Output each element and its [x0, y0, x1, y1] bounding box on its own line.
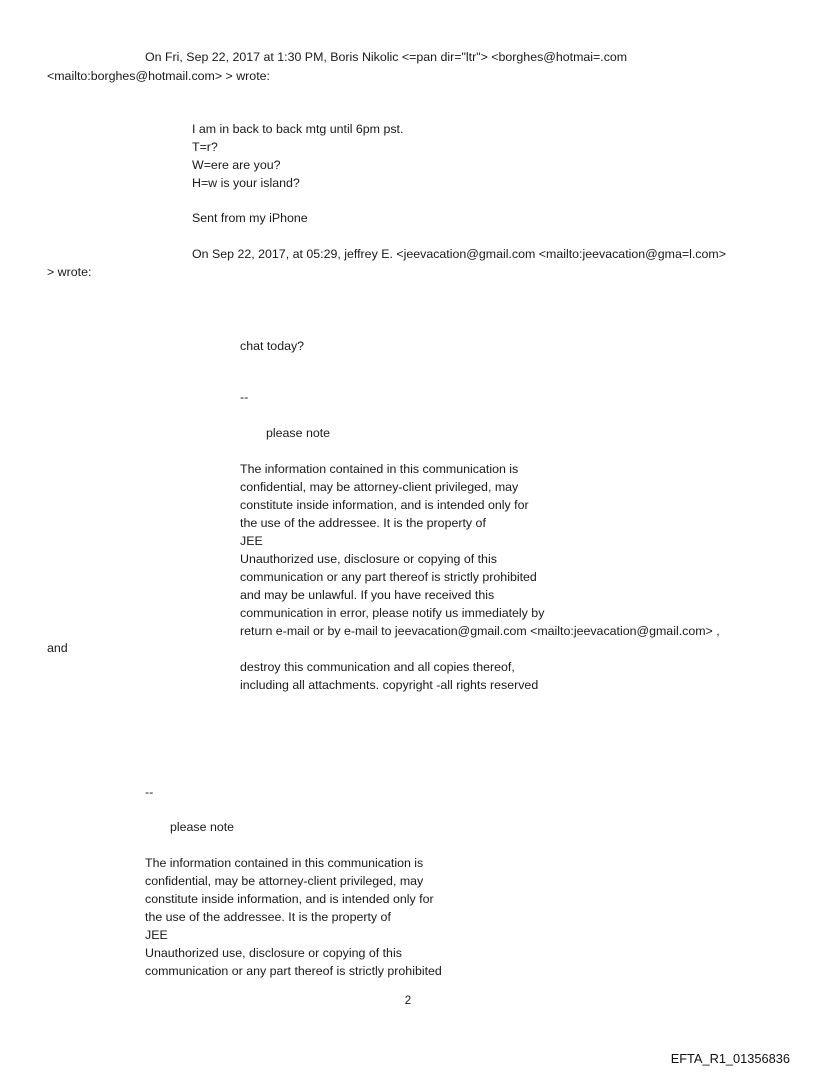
disclaimer-line: the use of the addressee. It is the property of	[240, 516, 486, 530]
disclaimer-line: The information contained in this communication is	[240, 462, 519, 476]
page-number: 2	[404, 995, 412, 1007]
quoted-note-heading: please note	[266, 426, 331, 440]
nested-quote-header-line-1: On Sep 22, 2017, at 05:29, jeffrey E. <jeevacation@gmail.com <mailto:jeevacation@gma=l.com>	[192, 247, 726, 261]
footer-note-heading: please note	[170, 820, 235, 834]
reply-line: I am in back to back mtg until 6pm pst.	[192, 122, 404, 136]
quoted-message: chat today?	[240, 339, 305, 353]
disclaimer-line: constitute inside information, and is intended only for	[240, 498, 529, 512]
quote-header-line-1: On Fri, Sep 22, 2017 at 1:30 PM, Boris Nikolic <=pan dir="ltr"> <borghes@hotmai=.com	[145, 50, 628, 64]
disclaimer-line: return e-mail or by e-mail to jeevacation@gmail.com <mailto:jeevacation@gmail.com> ,	[240, 624, 720, 638]
disclaimer-line: destroy this communication and all copies thereof,	[240, 660, 515, 674]
quoted-disclaimer-end	[240, 658, 538, 694]
footer-disclaimer	[145, 854, 442, 980]
disclaimer-line: confidential, may be attorney-client privileged, may	[145, 874, 424, 888]
disclaimer-line: constitute inside information, and is intended only for	[145, 892, 434, 906]
quote-header-line-2: <mailto:borghes@hotmail.com> > wrote:	[47, 69, 270, 83]
reply-body	[192, 120, 403, 192]
reply-signature: Sent from my iPhone	[192, 211, 308, 225]
disclaimer-line: Unauthorized use, disclosure or copying of this	[145, 946, 402, 960]
disclaimer-line: communication or any part thereof is strictly prohibited	[145, 964, 442, 978]
reply-line: W=ere are you?	[192, 158, 281, 172]
disclaimer-line: the use of the addressee. It is the property of	[145, 910, 391, 924]
disclaimer-line: including all attachments. copyright -all rights reserved	[240, 678, 539, 692]
disclaimer-line: Unauthorized use, disclosure or copying of this	[240, 552, 497, 566]
disclaimer-line: The information contained in this communication is	[145, 856, 424, 870]
reply-line: T=r?	[192, 140, 218, 154]
reply-line: H=w is your island?	[192, 176, 300, 190]
footer-separator: --	[145, 785, 154, 799]
disclaimer-line: JEE	[145, 928, 168, 942]
disclaimer-line: JEE	[240, 534, 263, 548]
disclaimer-line: confidential, may be attorney-client privileged, may	[240, 480, 519, 494]
disclaimer-line: communication or any part thereof is strictly prohibited	[240, 570, 537, 584]
disclaimer-line: communication in error, please notify us immediately by	[240, 606, 545, 620]
nested-quote-header-line-2: > wrote:	[47, 265, 92, 279]
disclaimer-line: and may be unlawful. If you have received this	[240, 588, 495, 602]
bates-number: EFTA_R1_01356836	[670, 1051, 790, 1066]
quoted-disclaimer	[240, 460, 720, 640]
quoted-separator: --	[240, 390, 249, 404]
disclaimer-wrapped-word: and	[47, 641, 68, 655]
